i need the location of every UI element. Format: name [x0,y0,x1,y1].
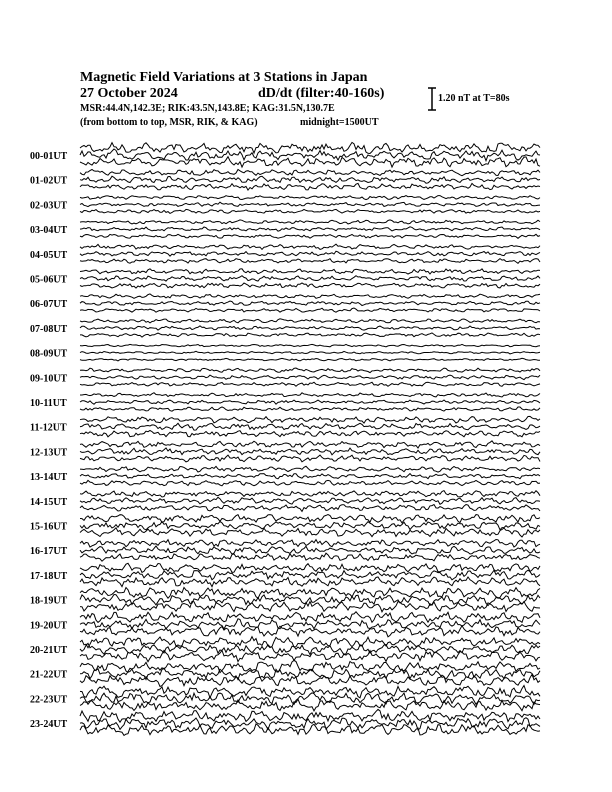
trace-RIK [80,202,540,206]
scale-bar [428,88,436,110]
hour-label: 17-18UT [30,570,68,582]
trace-MSR [80,382,540,386]
hour-row-22-23UT [30,686,540,711]
hour-row-20-21UT [30,637,540,662]
trace-KAG [80,294,540,298]
hour-row-13-14UT [30,466,540,486]
hour-label: 15-16UT [30,521,68,533]
trace-MSR [80,407,540,411]
hour-label: 03-04UT [30,225,68,237]
hour-row-21-22UT [30,660,540,686]
hour-row-16-17UT [30,540,540,562]
trace-KAG [80,515,540,523]
trace-RIK [80,570,540,580]
trace-MSR [80,308,540,312]
trace-KAG [80,319,540,323]
trace-MSR [80,333,540,337]
station-order-note: (from bottom to top, MSR, RIK, & KAG) [80,117,258,128]
hour-label: 09-10UT [30,373,68,385]
trace-MSR [80,431,540,437]
trace-KAG [80,416,540,423]
hour-row-10-11UT [30,393,540,412]
hour-row-23-24UT [30,709,540,735]
trace-KAG [80,220,540,224]
hour-label: 01-02UT [30,175,68,187]
trace-MSR [80,674,540,686]
trace-KAG [80,142,540,153]
trace-KAG [80,612,540,623]
trace-MSR [80,699,540,711]
trace-MSR [80,209,540,213]
hour-row-00-01UT [30,142,540,167]
hour-label: 08-09UT [30,348,68,360]
trace-RIK [80,474,540,479]
trace-RIK [80,497,540,504]
trace-MSR [80,528,540,537]
hour-label: 16-17UT [30,546,68,558]
trace-RIK [80,227,540,231]
trace-KAG [80,563,540,572]
trace-KAG [80,269,540,274]
trace-RIK [80,276,540,281]
trace-KAG [80,344,540,346]
hour-label: 22-23UT [30,694,68,706]
chart-date: 27 October 2024 [80,86,178,101]
trace-MSR [80,650,540,661]
hour-label: 04-05UT [30,249,68,261]
trace-RIK [80,448,540,455]
trace-RIK [80,400,540,404]
station-coordinates: MSR:44.4N,142.3E; RIK:43.5N,143.8E; KAG:31.5N,130.7E [80,103,335,114]
hour-label: 21-22UT [30,669,68,681]
hour-row-06-07UT [30,294,540,312]
hour-row-19-20UT [30,612,540,637]
trace-KAG [80,637,540,648]
hour-row-18-19UT [30,588,540,612]
hour-label: 12-13UT [30,447,68,459]
midnight-note: midnight=1500UT [300,117,379,128]
trace-RIK [80,619,540,629]
trace-KAG [80,441,540,448]
trace-MSR [80,157,540,167]
trace-KAG [80,686,540,698]
trace-RIK [80,301,540,306]
trace-MSR [80,601,540,611]
trace-MSR [80,626,540,637]
trace-RIK [80,149,540,161]
trace-RIK [80,176,540,183]
trace-RIK [80,351,540,354]
hour-label: 23-24UT [30,719,68,731]
trace-MSR [80,505,540,512]
trace-MSR [80,480,540,485]
hour-label: 11-12UT [30,422,67,434]
hour-row-04-05UT [30,244,540,263]
trace-RIK [80,546,540,554]
trace-KAG [80,196,540,200]
trace-KAG [80,491,540,497]
trace-KAG [80,393,540,397]
hour-row-08-09UT [30,344,540,361]
trace-KAG [80,368,540,373]
hour-row-17-18UT [30,563,540,586]
trace-MSR [80,455,540,462]
trace-MSR [80,183,540,190]
trace-KAG [80,244,540,249]
hour-row-11-12UT [30,416,540,436]
trace-KAG [80,170,540,176]
hour-row-07-08UT [30,319,540,337]
trace-RIK [80,251,540,256]
hour-label: 07-08UT [30,323,68,335]
hour-label: 18-19UT [30,595,68,607]
trace-MSR [80,577,540,587]
trace-MSR [80,259,540,264]
hour-label: 20-21UT [30,645,68,656]
hour-label: 13-14UT [30,472,68,484]
chart-title: Magnetic Field Variations at 3 Stations in Japan [80,70,368,85]
scale-bar-label: 1.20 nT at T=80s [438,93,510,104]
hour-label: 05-06UT [30,274,68,286]
hour-row-01-02UT [30,170,540,191]
hour-label: 00-01UT [30,151,68,162]
trace-MSR [80,358,540,361]
hour-row-09-10UT [30,368,540,386]
trace-RIK [80,423,540,430]
chart-filter: dD/dt (filter:40-160s) [258,86,385,101]
trace-KAG [80,588,540,599]
trace-MSR [80,724,540,736]
hour-row-05-06UT [30,269,540,288]
trace-MSR [80,553,540,561]
hour-row-14-15UT [30,491,540,512]
trace-RIK [80,643,540,654]
trace-RIK [80,668,540,680]
trace-KAG [80,466,540,472]
trace-KAG [80,709,540,722]
trace-RIK [80,595,540,606]
trace-RIK [80,521,540,529]
trace-KAG [80,540,540,548]
trace-MSR [80,234,540,238]
hour-row-12-13UT [30,441,540,462]
hour-row-03-04UT [30,220,540,238]
hour-row-02-03UT [30,196,540,214]
trace-MSR [80,283,540,288]
hour-label: 02-03UT [30,200,68,212]
hour-label: 19-20UT [30,620,68,632]
hour-label: 14-15UT [30,496,68,508]
hour-label: 10-11UT [30,398,67,409]
trace-RIK [80,326,540,330]
hour-label: 06-07UT [30,299,68,311]
trace-RIK [80,375,540,380]
hour-row-15-16UT [30,515,540,538]
